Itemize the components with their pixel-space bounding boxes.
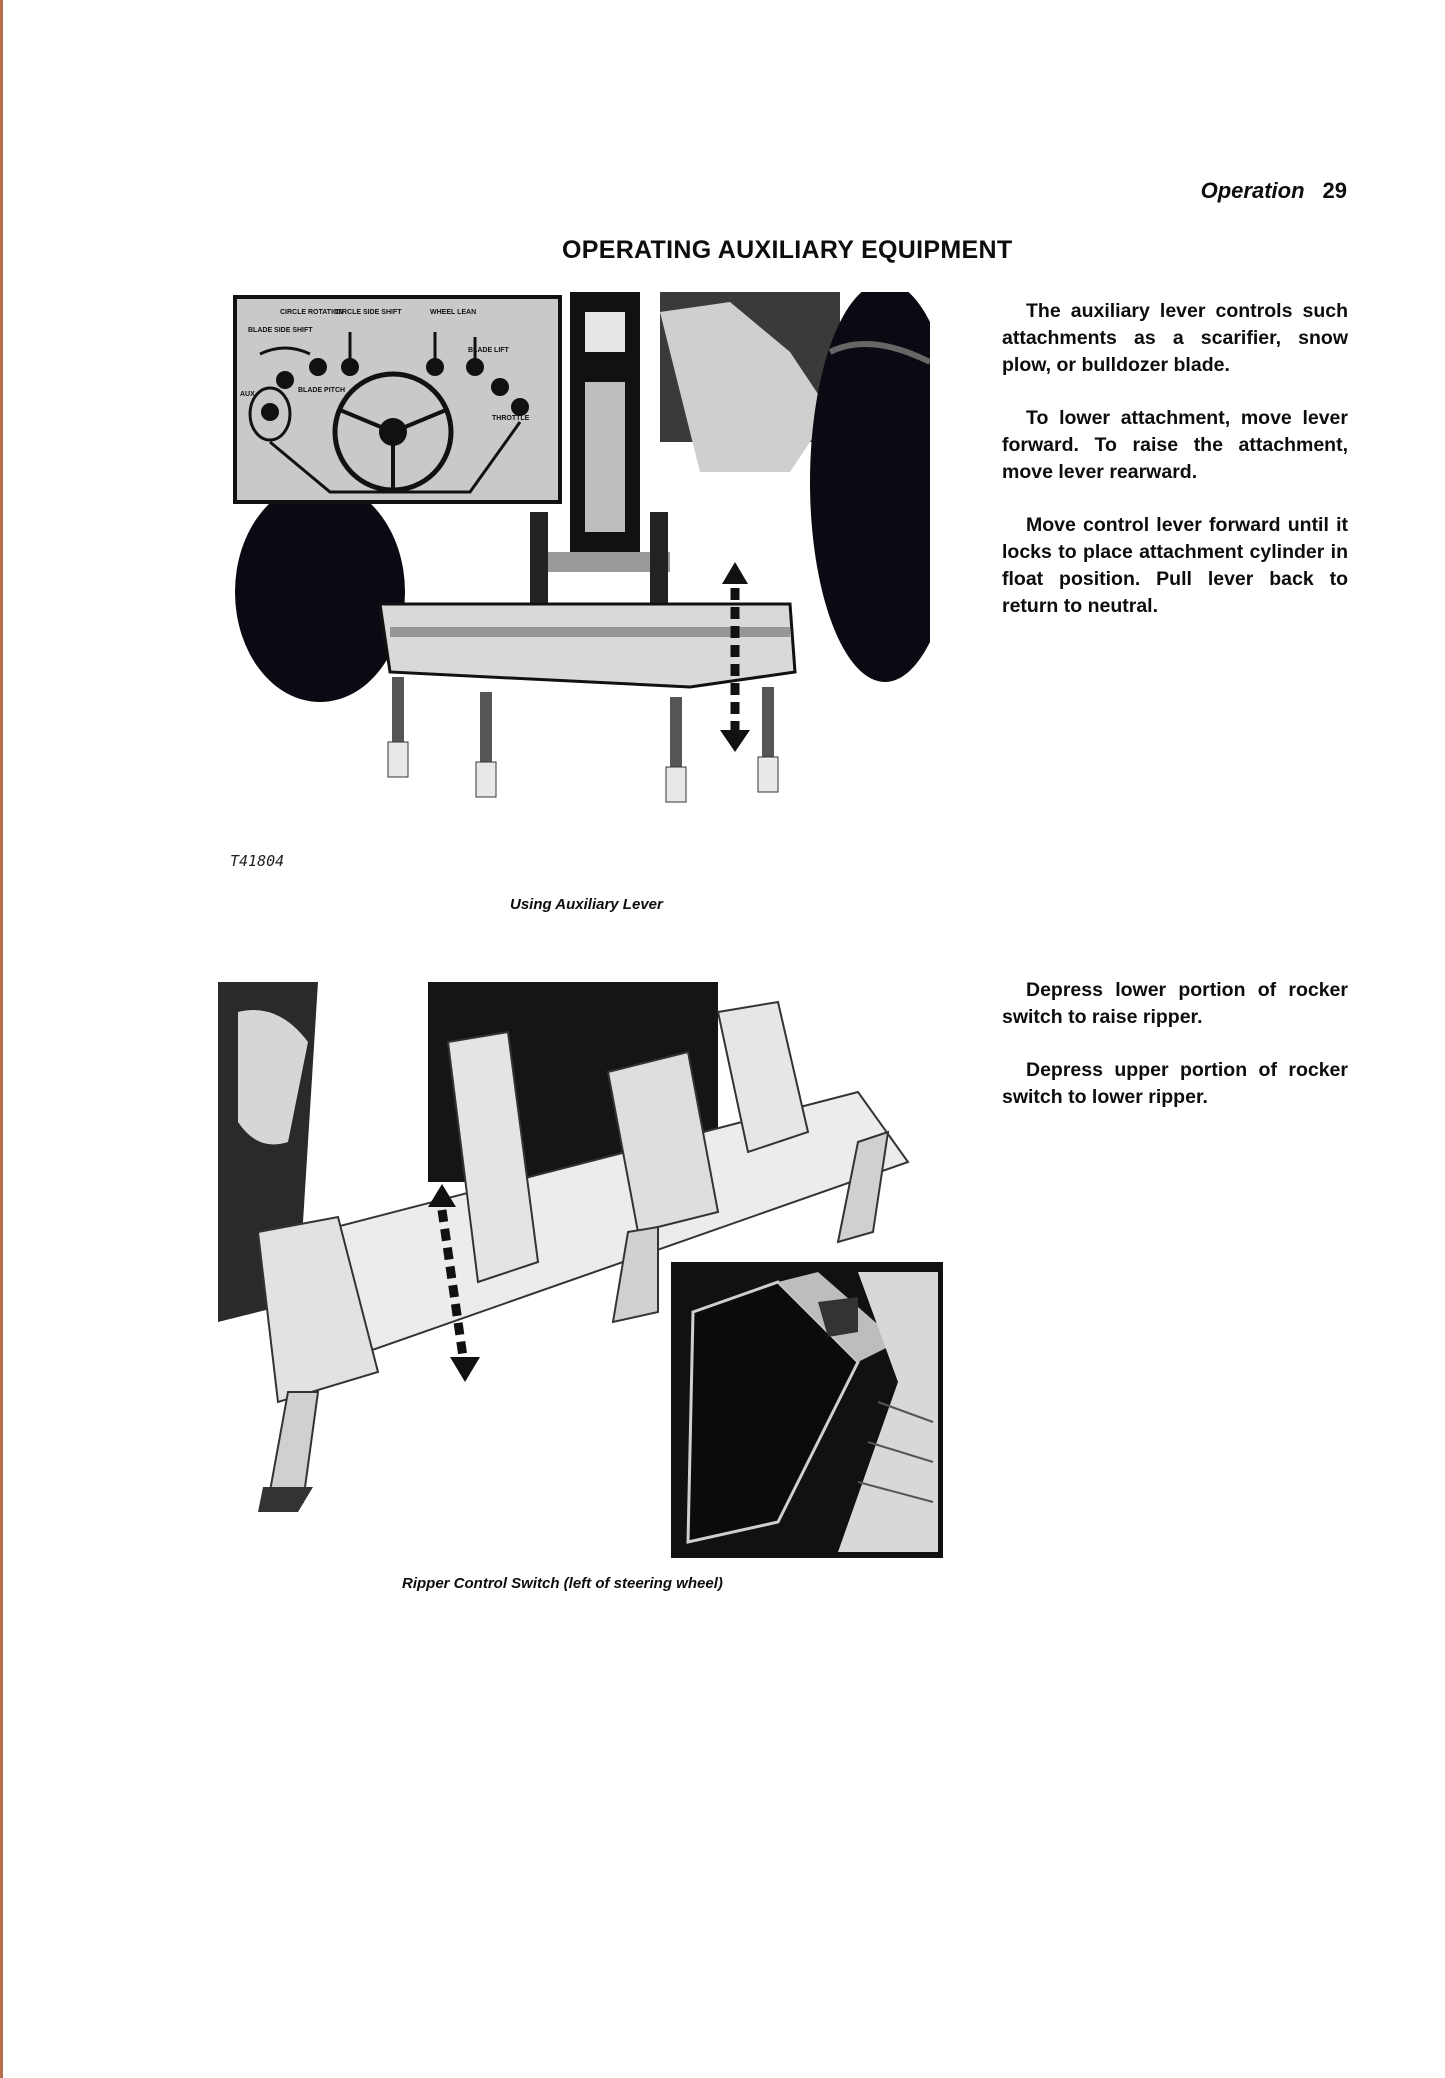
decal-label: CIRCLE ROTATION bbox=[280, 309, 344, 316]
header-section-name: Operation bbox=[1200, 178, 1305, 203]
decal-label: THROTTLE bbox=[492, 415, 530, 422]
scarifier-photo bbox=[230, 292, 930, 812]
decal-label: CIRCLE SIDE SHIFT bbox=[335, 309, 402, 316]
paragraph: The auxiliary lever controls such attachments as a scarifier, snow plow, or bulldozer blade. bbox=[1002, 300, 1348, 376]
decal-label: BLADE SIDE SHIFT bbox=[248, 327, 313, 334]
paragraph: To lower attachment, move lever forward. To raise the attachment, move lever rearward. bbox=[1002, 407, 1348, 483]
decal-label: WHEEL LEAN bbox=[430, 309, 477, 316]
figure-ripper-control bbox=[218, 982, 946, 1562]
inset-switch-photo bbox=[673, 1264, 941, 1556]
left-tire bbox=[235, 482, 405, 702]
decal-label: AUX bbox=[240, 391, 255, 398]
paragraph: Depress upper portion of rocker switch to lower ripper. bbox=[1002, 1059, 1348, 1108]
control-decal bbox=[235, 297, 560, 502]
running-header bbox=[1201, 178, 1347, 204]
decal-label: BLADE PITCH bbox=[298, 387, 346, 394]
figure-auxiliary-lever bbox=[230, 292, 930, 812]
figure-number: T41804 bbox=[230, 852, 285, 870]
paragraph: Move control lever forward until it locks to place attachment cylinder in float position. Pull lever back to return to neutral. bbox=[1002, 514, 1348, 617]
figure-caption: Ripper Control Switch (left of steering wheel) bbox=[402, 1575, 723, 1592]
figure-caption: Using Auxiliary Lever bbox=[510, 896, 663, 913]
page-edge bbox=[0, 0, 3, 2078]
decal-label: BLADE LIFT bbox=[468, 347, 509, 354]
paragraph: Depress lower portion of rocker switch to raise ripper. bbox=[1002, 979, 1348, 1028]
logo-plate bbox=[585, 312, 625, 352]
header-page-number: 29 bbox=[1322, 178, 1347, 203]
text-section-auxiliary-lever bbox=[1002, 298, 1348, 646]
ripper-photo bbox=[218, 982, 946, 1562]
text-section-ripper bbox=[1002, 977, 1348, 1137]
page-title: OPERATING AUXILIARY EQUIPMENT bbox=[562, 236, 1013, 264]
